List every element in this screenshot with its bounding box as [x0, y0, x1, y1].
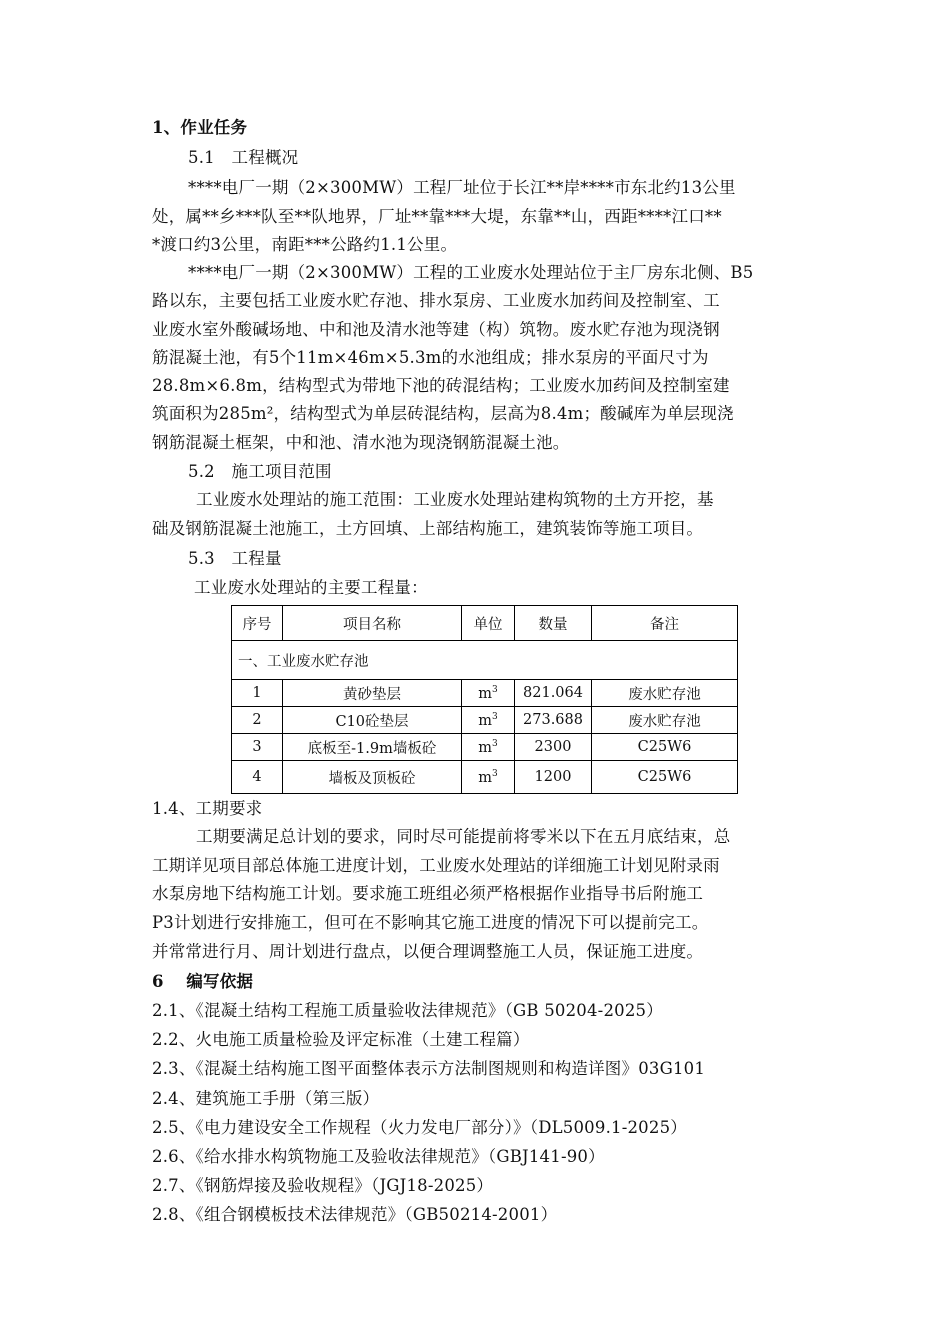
unit-superscript: 3: [492, 684, 498, 695]
reference-item: 2.6、《给水排水构筑物施工及验收法律规范》（GBJ141-90）: [152, 1147, 605, 1166]
reference-item: 2.4、建筑施工手册（第三版）: [152, 1089, 380, 1108]
header-remark: 备注: [592, 606, 738, 641]
row-quantity: 821.064: [515, 680, 592, 707]
row-remark: 废水贮存池: [592, 707, 738, 734]
row-unit: [462, 680, 515, 707]
paragraph-line: 并常常进行月、周计划进行盘点，以便合理调整施工人员，保证施工进度。: [152, 942, 704, 961]
reference-item: 2.2、火电施工质量检验及评定标准（土建工程篇）: [152, 1030, 530, 1049]
row-unit: [462, 734, 515, 761]
paragraph-line: 水泵房地下结构施工计划。要求施工班组必须严格根据作业指导书后附施工: [152, 884, 704, 903]
table-row: [232, 734, 738, 761]
unit-text: m: [478, 685, 492, 702]
header-item-name: 项目名称: [283, 606, 462, 641]
paragraph-line: P3计划进行安排施工，但可在不影响其它施工进度的情况下可以提前完工。: [152, 913, 709, 932]
table-header-row: [232, 606, 738, 641]
unit-superscript: 3: [492, 768, 498, 779]
paragraph-line: 工期详见项目部总体施工进度计划，工业废水处理站的详细施工计划见附录雨: [152, 856, 720, 875]
section-label: 一、工业废水贮存池: [232, 641, 738, 680]
header-no: 序号: [232, 606, 283, 641]
unit-superscript: 3: [492, 738, 498, 749]
row-no: 2: [232, 707, 283, 734]
paragraph-line: 筑面积为285m²，结构型式为单层砖混结构，层高为8.4m；酸碱库为单层现浇: [152, 404, 734, 423]
unit-text: m: [478, 712, 492, 729]
row-unit: [462, 707, 515, 734]
paragraph-line: 业废水室外酸碱场地、中和池及清水池等建（构）筑物。废水贮存池为现浇钢: [152, 320, 720, 339]
table-row: [232, 680, 738, 707]
row-remark: 废水贮存池: [592, 680, 738, 707]
unit-superscript: 3: [492, 711, 498, 722]
row-quantity: 2300: [515, 734, 592, 761]
section-5-2-title: 5.2 施工项目范围: [188, 462, 332, 481]
heading-work-task: 1、作业任务: [152, 118, 248, 137]
table-row: [232, 707, 738, 734]
row-quantity: 1200: [515, 761, 592, 794]
section-1-4-title: 1.4、工期要求: [152, 799, 263, 818]
paragraph-line: 处，属**乡***队至**队地界，厂址**靠***大堤，东靠**山，西距****江口**: [152, 207, 722, 226]
table-caption: 工业废水处理站的主要工程量：: [194, 578, 428, 597]
row-quantity: 273.688: [515, 707, 592, 734]
row-name: 墙板及顶板砼: [283, 761, 462, 794]
heading-basis: 6 编写依据: [152, 972, 254, 991]
section-5-1-title: 5.1 工程概况: [188, 148, 299, 167]
paragraph-line: 路以东，主要包括工业废水贮存池、排水泵房、工业废水加药间及控制室、工: [152, 291, 720, 310]
row-name: 黄砂垫层: [283, 680, 462, 707]
header-quantity: 数量: [515, 606, 592, 641]
paragraph-line: 筋混凝土池，有5个11m×46m×5.3m的水池组成；排水泵房的平面尺寸为: [152, 348, 709, 367]
reference-item: 2.3、《混凝土结构施工图平面整体表示方法制图规则和构造详图》03G101: [152, 1059, 706, 1078]
table-section-row: [232, 641, 738, 680]
reference-item: 2.8、《组合钢模板技术法律规范》（GB50214-2001）: [152, 1205, 558, 1224]
reference-item: 2.5、《电力建设安全工作规程（火力发电厂部分）》（DL5009.1-2025）: [152, 1118, 687, 1137]
unit-text: m: [478, 769, 492, 786]
row-no: 1: [232, 680, 283, 707]
paragraph-line: 工业废水处理站的施工范围：工业废水处理站建构筑物的土方开挖，基: [196, 490, 714, 509]
quantity-table: [231, 605, 738, 794]
row-unit: [462, 761, 515, 794]
paragraph-line: 工期要满足总计划的要求，同时尽可能提前将零米以下在五月底结束，总: [196, 827, 731, 846]
paragraph-line: *渡口约3公里，南距***公路约1.1公里。: [152, 235, 458, 254]
header-unit: 单位: [462, 606, 515, 641]
unit-text: m: [478, 739, 492, 756]
row-no: 4: [232, 761, 283, 794]
paragraph-line: ****电厂一期（2×300MW）工程厂址位于长江**岸****市东北约13公里: [188, 178, 736, 197]
paragraph-line: 钢筋混凝土框架，中和池、清水池为现浇钢筋混凝土池。: [152, 433, 570, 452]
paragraph-line: 础及钢筋混凝土池施工，土方回填、上部结构施工，建筑装饰等施工项目。: [152, 519, 704, 538]
row-name: 底板至-1.9m墙板砼: [283, 734, 462, 761]
section-5-3-title: 5.3 工程量: [188, 549, 282, 568]
row-name: C10砼垫层: [283, 707, 462, 734]
row-remark: C25W6: [592, 761, 738, 794]
row-no: 3: [232, 734, 283, 761]
table-row: [232, 761, 738, 794]
paragraph-line: ****电厂一期（2×300MW）工程的工业废水处理站位于主厂房东北侧、B5: [188, 263, 754, 282]
paragraph-line: 28.8m×6.8m，结构型式为带地下池的砖混结构；工业废水加药间及控制室建: [152, 376, 730, 395]
reference-item: 2.1、《混凝土结构工程施工质量验收法律规范》（GB 50204-2025）: [152, 1001, 663, 1020]
reference-item: 2.7、《钢筋焊接及验收规程》（JGJ18-2025）: [152, 1176, 494, 1195]
row-remark: C25W6: [592, 734, 738, 761]
